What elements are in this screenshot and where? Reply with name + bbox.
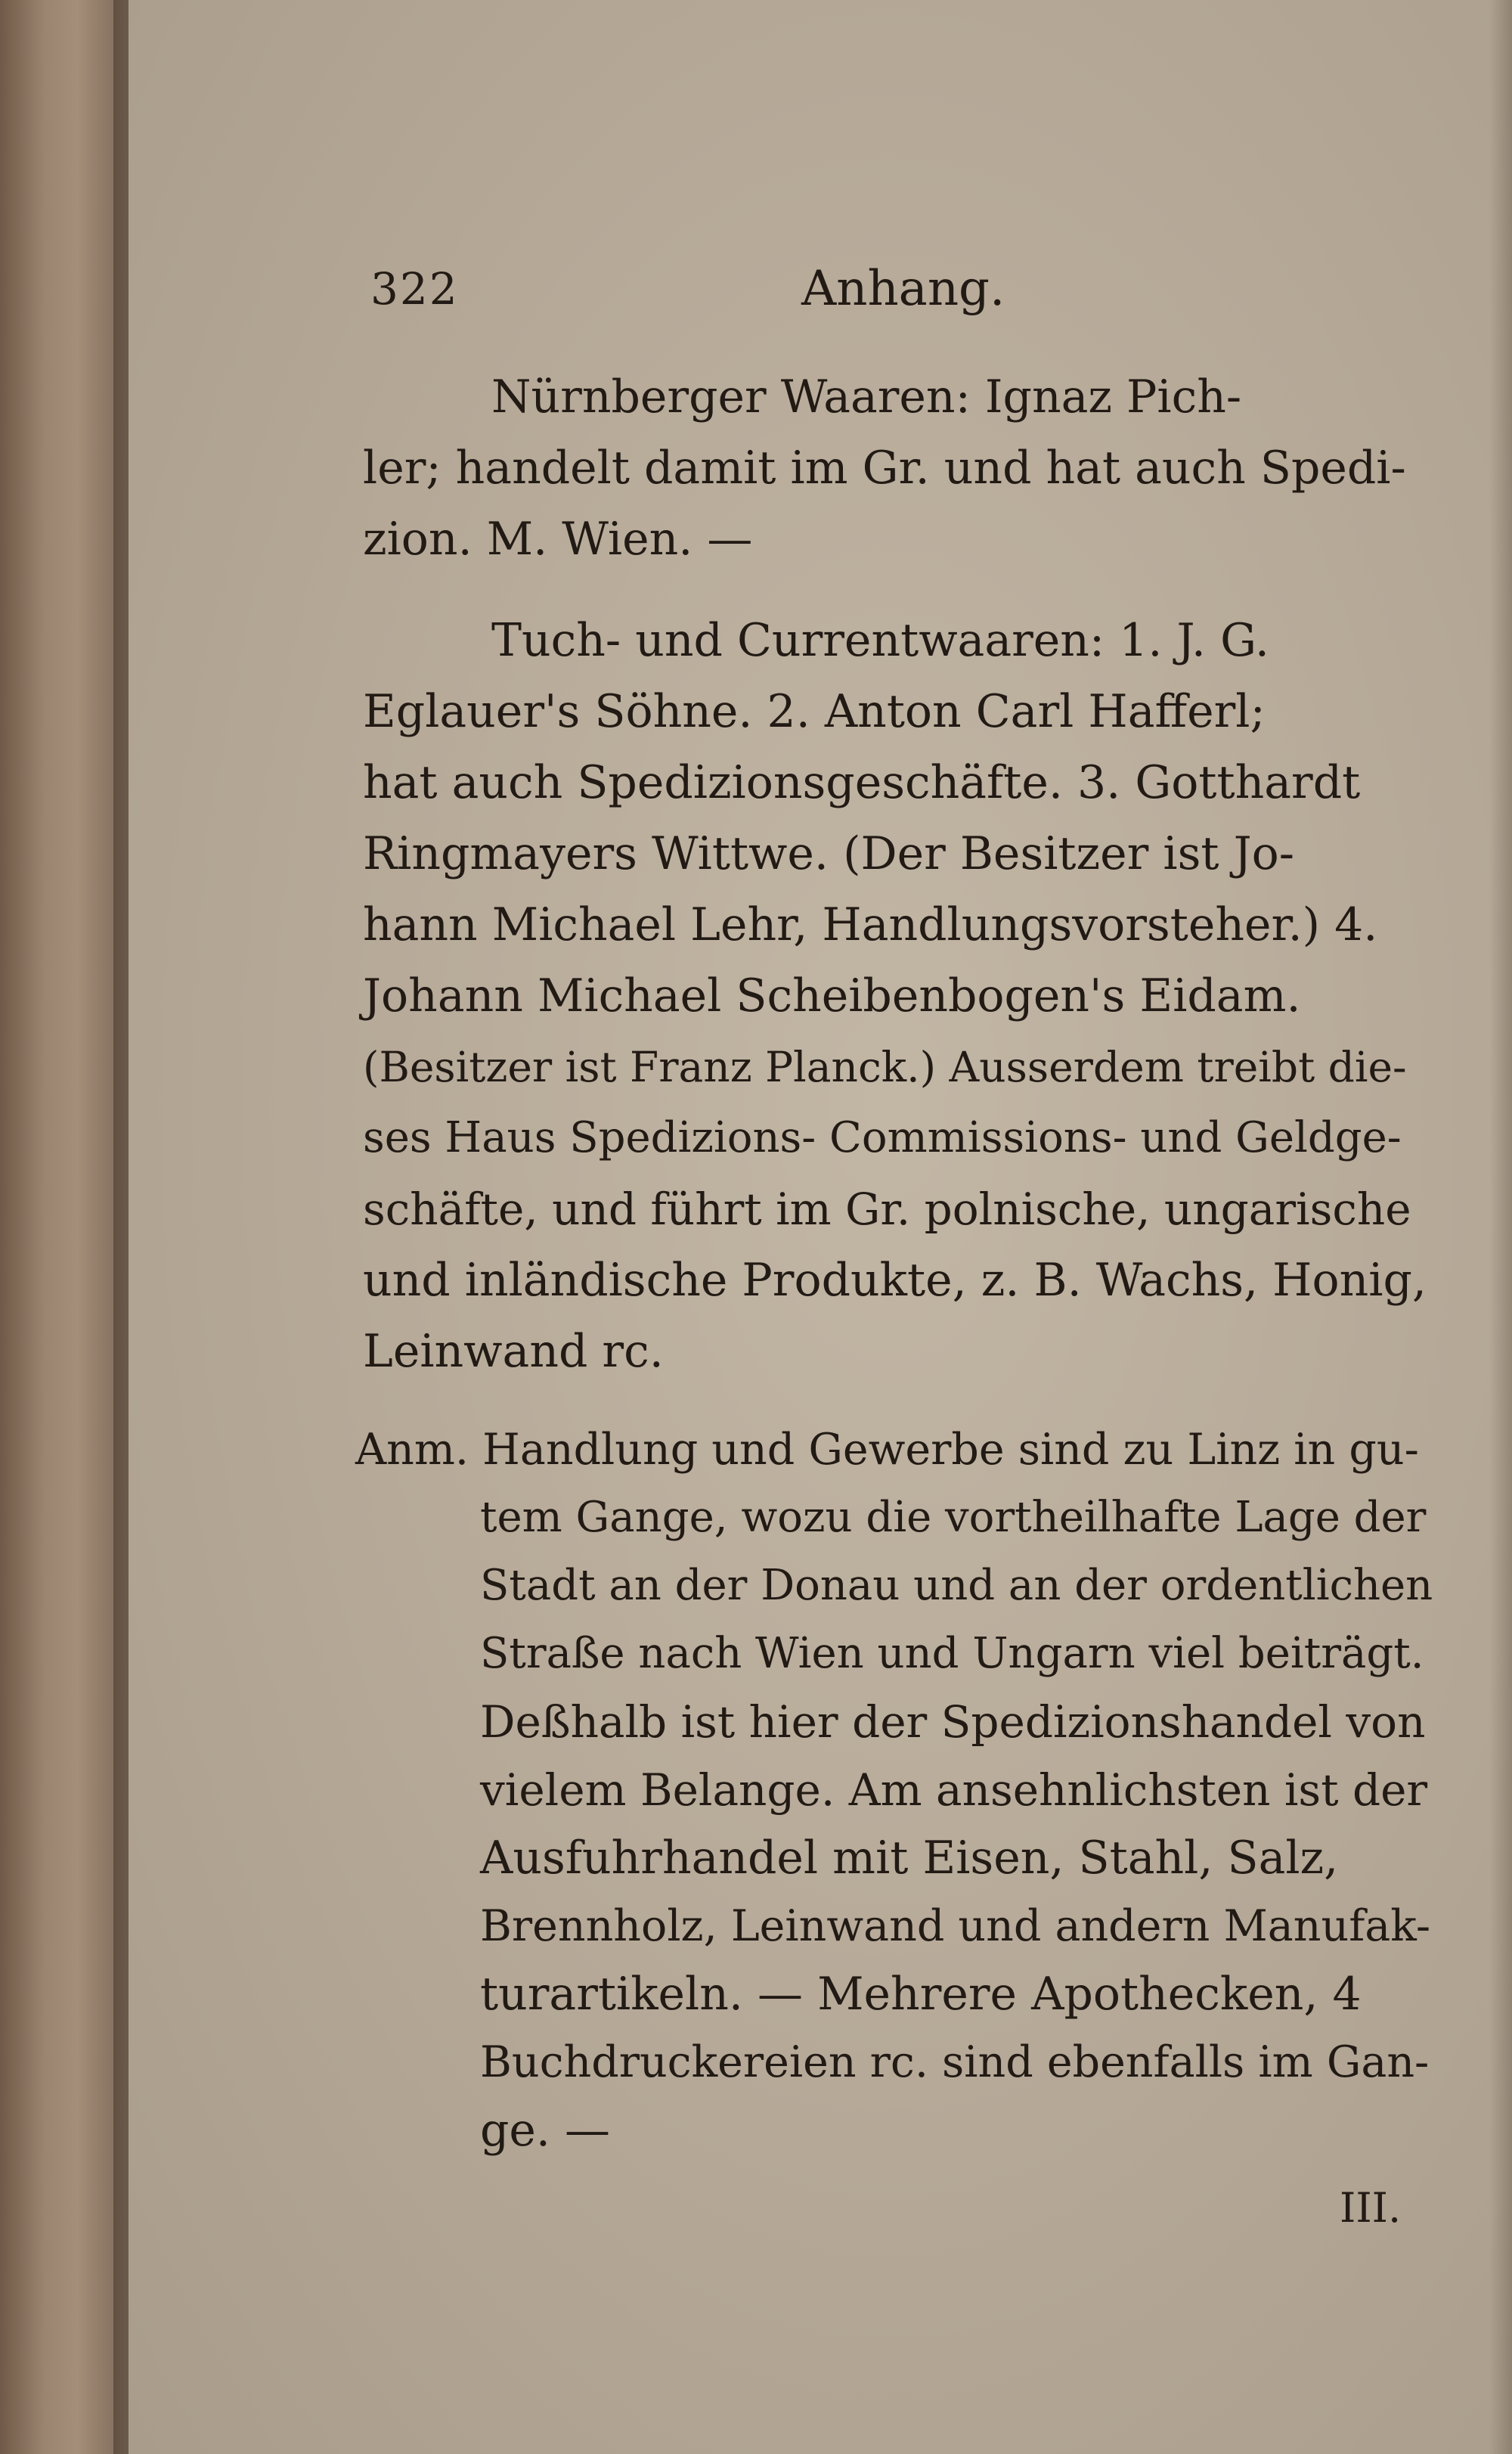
- text-line: (Besitzer ist Franz Planck.) Ausserdem treibt die-: [363, 1043, 1407, 1091]
- text-line: Anm. Handlung und Gewerbe sind zu Linz in gu-: [355, 1425, 1419, 1475]
- text-line: hann Michael Lehr, Handlungsvorsteher.) 4.: [363, 898, 1378, 951]
- text-line: Stadt an der Donau und an der ordentlichen: [480, 1561, 1433, 1610]
- text-line: Straße nach Wien und Ungarn viel beiträgt.: [480, 1629, 1424, 1678]
- text-line: tem Gange, wozu die vortheilhafte Lage der: [480, 1493, 1427, 1542]
- text-line: Nürnberger Waaren: Ignaz Pich-: [491, 371, 1242, 423]
- running-head: Anhang.: [801, 261, 1005, 317]
- text-line: Buchdruckereien rc. sind ebenfalls im Gan-: [480, 2037, 1430, 2087]
- page-number: 322: [370, 263, 459, 315]
- text-line: Deßhalb ist hier der Spedizionshandel von: [480, 1696, 1426, 1748]
- text-line: zion. M. Wien. —: [363, 513, 753, 566]
- text-line: Leinwand rc.: [363, 1325, 664, 1378]
- text-line: hat auch Spedizionsgeschäfte. 3. Gotthardt: [363, 756, 1361, 809]
- text-line: Johann Michael Scheibenbogen's Eidam.: [363, 970, 1301, 1022]
- book-binding: [0, 0, 129, 2454]
- page-edge: [1489, 0, 1512, 2454]
- text-line: Ausfuhrhandel mit Eisen, Stahl, Salz,: [480, 1832, 1339, 1885]
- text-line: ler; handelt damit im Gr. und hat auch Spedi-: [363, 442, 1406, 495]
- text-line: Tuch- und Currentwaaren: 1. J. G.: [491, 614, 1269, 667]
- text-line: Eglauer's Söhne. 2. Anton Carl Hafferl;: [363, 685, 1266, 738]
- text-line: ge. —: [480, 2104, 611, 2157]
- text-line: ses Haus Spedizions- Commissions- und Geldge-: [363, 1113, 1402, 1162]
- text-line: turartikeln. — Mehrere Apothecken, 4: [480, 1968, 1362, 2021]
- text-line: vielem Belange. Am ansehnlichsten ist der: [480, 1764, 1428, 1816]
- text-line: und inländische Produkte, z. B. Wachs, Honig,: [363, 1254, 1427, 1307]
- signature-mark: III.: [1340, 2184, 1402, 2232]
- text-line: Ringmayers Wittwe. (Der Besitzer ist Jo-: [363, 827, 1295, 880]
- text-line: Brennholz, Leinwand und andern Manufak-: [480, 1901, 1431, 1951]
- text-line: schäfte, und führt im Gr. polnische, ungarische: [363, 1184, 1411, 1235]
